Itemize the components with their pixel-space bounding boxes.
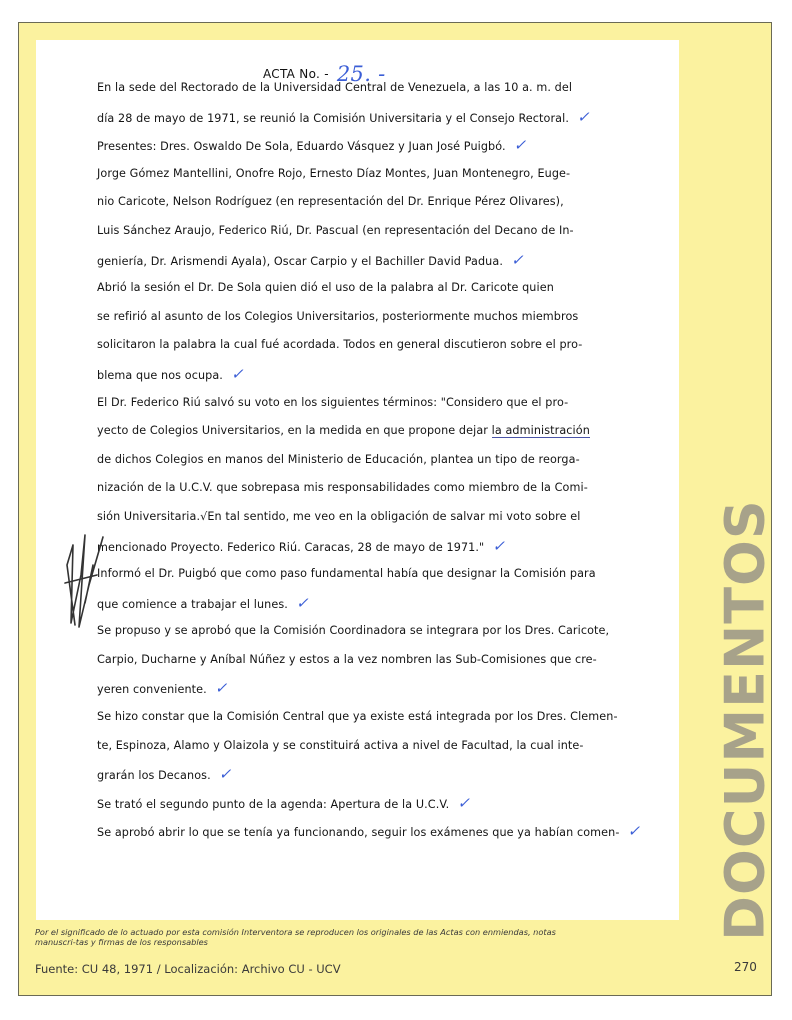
line-text: yeren conveniente. bbox=[97, 683, 207, 697]
handwritten-check-icon: ✓ bbox=[492, 536, 505, 555]
page-number: 270 bbox=[734, 960, 757, 974]
document-line bbox=[97, 417, 597, 446]
handwritten-check-icon: ✓ bbox=[510, 250, 524, 269]
document-line bbox=[97, 560, 597, 589]
source-note: Fuente: CU 48, 1971 / Localización: Archivo CU - UCV bbox=[35, 962, 341, 976]
line-text: Se trató el segundo punto de la agenda: Apertura de la U.C.V. bbox=[97, 797, 450, 811]
underlined-phrase: la administración bbox=[491, 424, 590, 438]
line-text: Presentes: Dres. Oswaldo De Sola, Eduardo Vásquez y Juan José Puigbó. bbox=[97, 140, 506, 154]
line-text: Jorge Gómez Mantellini, Onofre Rojo, Ernesto Díaz Montes, Juan Montenegro, Euge- bbox=[97, 166, 571, 180]
document-line bbox=[97, 646, 597, 675]
document-line bbox=[97, 703, 618, 732]
handwritten-check-icon: ✓ bbox=[230, 364, 244, 383]
acta-number-handwritten: 25. - bbox=[336, 62, 386, 86]
figure-caption: Por el significado de lo actuado por esta comisión Interventora se reproducen los originales de las Actas con enmiendas, notas manuscri-tas y firmas de los responsables bbox=[35, 927, 556, 947]
document-line bbox=[97, 474, 597, 503]
handwritten-check-icon: ✓ bbox=[627, 822, 641, 841]
document-line bbox=[97, 674, 597, 703]
line-text: nio Caricote, Nelson Rodríguez (en representación del Dr. Enrique Pérez Olivares), bbox=[97, 195, 564, 209]
document-line bbox=[97, 389, 597, 418]
line-text: solicitaron la palabra la cual fué acordada. Todos en general discutieron sobre el pro- bbox=[97, 338, 583, 352]
line-text: geniería, Dr. Arismendi Ayala), Oscar Carpio y el Bachiller David Padua. bbox=[97, 254, 503, 268]
document-line bbox=[97, 360, 597, 389]
document-line bbox=[97, 188, 597, 217]
document-line bbox=[97, 446, 597, 475]
line-text: Luis Sánchez Araujo, Federico Riú, Dr. Pascual (en representación del Decano de In- bbox=[97, 223, 574, 237]
line-text: Se aprobó abrir lo que se tenía ya funcionando, seguir los exámenes que ya habían comen- bbox=[97, 826, 620, 840]
handwritten-check-icon: ✓ bbox=[513, 136, 527, 155]
line-text: blema que nos ocupa. bbox=[97, 368, 223, 382]
line-text: nización de la U.C.V. que sobrepasa mis responsabilidades como miembro de la Comi- bbox=[97, 481, 588, 495]
line-text: Se propuso y se aprobó que la Comisión Coordinadora se integrara por los Dres. Caricote, bbox=[97, 624, 610, 638]
document-line bbox=[97, 303, 597, 332]
line-text: te, Espinoza, Alamo y Olaizola y se constituirá activa a nivel de Facultad, la cual inte- bbox=[97, 738, 584, 752]
line-text: sión Universitaria.√En tal sentido, me veo en la obligación de salvar mi voto sobre el bbox=[97, 509, 581, 523]
document-line bbox=[97, 532, 597, 561]
handwritten-check-icon: ✓ bbox=[457, 793, 470, 812]
document-line bbox=[97, 74, 597, 103]
acta-title: ACTA No. - bbox=[263, 67, 329, 81]
document-line bbox=[97, 274, 597, 303]
line-text: que comience a trabajar el lunes. bbox=[97, 597, 288, 611]
line-text: de dichos Colegios en manos del Ministerio de Educación, plantea un tipo de reorga- bbox=[97, 452, 580, 466]
document-line bbox=[97, 160, 597, 189]
document-line bbox=[97, 217, 597, 246]
document-line bbox=[97, 760, 597, 789]
line-text: Abrió la sesión el Dr. De Sola quien dió el uso de la palabra al Dr. Caricote quien bbox=[97, 281, 554, 295]
document-line bbox=[97, 103, 597, 132]
line-text: mencionado Proyecto. Federico Riú. Caracas, 28 de mayo de 1971." bbox=[97, 540, 485, 554]
line-text: Informó el Dr. Puigbó que como paso fundamental había que designar la Comisión para bbox=[97, 567, 596, 581]
line-text: día 28 de mayo de 1971, se reunió la Comisión Universitaria y el Consejo Rectoral. bbox=[97, 111, 569, 125]
document-line bbox=[97, 617, 610, 646]
line-text: grarán los Decanos. bbox=[97, 769, 211, 783]
document-line bbox=[97, 131, 597, 160]
document-line bbox=[97, 246, 597, 275]
handwritten-check-icon: ✓ bbox=[295, 593, 309, 612]
document-line bbox=[97, 331, 597, 360]
document-line bbox=[97, 817, 641, 846]
document-line bbox=[97, 732, 597, 761]
document-line bbox=[97, 789, 597, 818]
handwritten-signature bbox=[45, 505, 115, 635]
document-line bbox=[97, 503, 597, 532]
line-text: El Dr. Federico Riú salvó su voto en los siguientes términos: "Considero que el pro- bbox=[97, 395, 569, 409]
section-title-vertical: DOCUMENTOS bbox=[713, 499, 777, 941]
line-text: se refirió al asunto de los Colegios Universitarios, posteriormente muchos miembros bbox=[97, 309, 579, 323]
document-line bbox=[97, 589, 597, 618]
handwritten-check-icon: ✓ bbox=[218, 765, 232, 784]
line-text: Se hizo constar que la Comisión Central que ya existe está integrada por los Dres. Clemen- bbox=[97, 710, 618, 724]
line-text: yecto de Colegios Universitarios, en la medida en que propone dejar bbox=[97, 424, 492, 438]
line-text: En la sede del Rectorado de la Universidad Central de Venezuela, a las 10 a. m. del bbox=[97, 81, 573, 94]
handwritten-check-icon: ✓ bbox=[577, 107, 590, 126]
handwritten-check-icon: ✓ bbox=[214, 679, 228, 698]
line-text: Carpio, Ducharne y Aníbal Núñez y estos a la vez nombren las Sub-Comisiones que cre- bbox=[97, 652, 597, 666]
acta-body bbox=[97, 74, 641, 846]
